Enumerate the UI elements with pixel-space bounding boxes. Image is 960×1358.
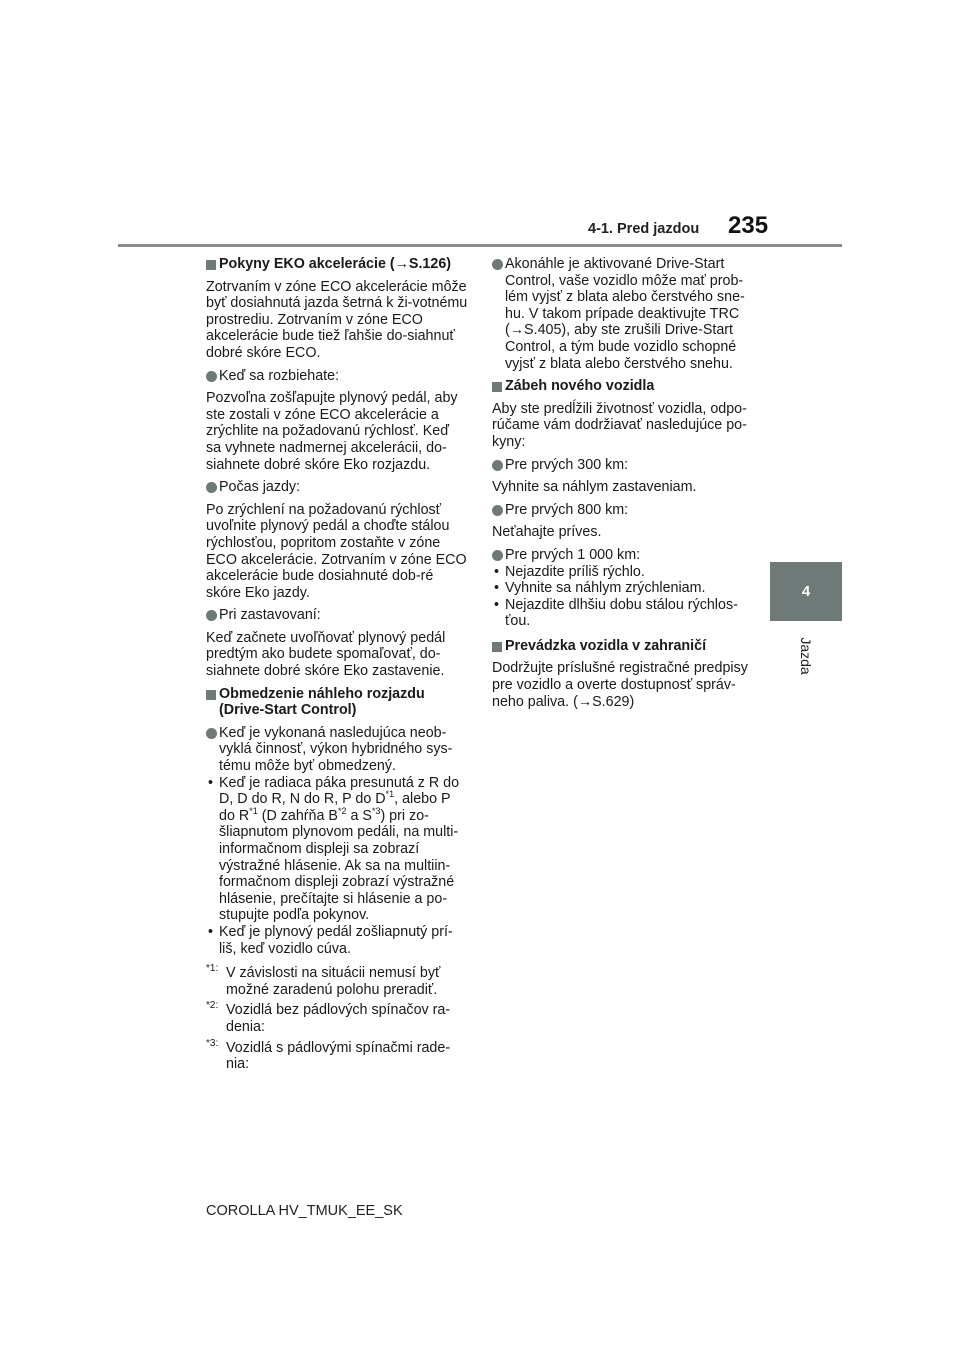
footnote-1 [206, 965, 468, 998]
b1000-bullet [492, 547, 754, 564]
round-bullet-icon [492, 505, 503, 516]
chapter-label-text: Jazda [798, 637, 814, 675]
b300-bullet [492, 457, 754, 474]
b1000-item-text: Vyhnite sa náhlym zrýchleniam. [505, 580, 706, 597]
dsc-item-text: (D zahŕňa B [257, 807, 338, 824]
dsc-item-text: , alebo P do R [219, 791, 451, 824]
footnote-mark: *3: [206, 1037, 219, 1049]
square-bullet-icon [206, 690, 216, 700]
b1000-item [492, 564, 754, 581]
square-bullet-icon [492, 382, 502, 392]
b1000-item [492, 580, 754, 597]
eco-intro: Zotrvaním v zóne ECO akcelerácie môže byť dosiahnutá jazda šetrná k ži-votnému prostrediu. Zotrvaním v zóne ECO akcelerácie bude tiež ľahšie do-siahnuť dobré skóre ECO. [206, 278, 468, 361]
bullet-mark: • [208, 774, 214, 791]
bullet-mark: • [208, 923, 214, 940]
stop-bullet [206, 607, 468, 624]
footnote-mark: *1: [206, 963, 219, 975]
round-bullet-icon [492, 460, 503, 471]
chapter-tab: 4 [770, 562, 842, 621]
dsc-item-text: ) pri zo-šliapnutom plynovom pedáli, na multi-informačnom displeji sa zobrazí výstražné hlásenie. Ak sa na multiin-formačnom displeji zobrazí výstražné hlásenie, prečítajte si hlásenie a po-stupujte podľa pokynov. [219, 807, 459, 924]
round-bullet-icon [492, 259, 503, 270]
footnote-text: Vozidlá bez pádlových spínačov ra-denia: [226, 1002, 451, 1035]
section-title: 4-1. Pred jazdou [588, 221, 700, 237]
breakin-heading-text: Zábeh nového vozidla [505, 378, 655, 395]
square-bullet-icon [492, 642, 502, 652]
footnote-text: Vozidlá s pádlovými spínačmi rade-nia: [226, 1039, 451, 1073]
dsc-item-text: a S [346, 807, 372, 824]
bullet-mark: • [494, 580, 500, 597]
stop-bullet-text: Pri zastavovaní: [219, 607, 321, 624]
dsc-heading [206, 686, 468, 719]
right-column [492, 256, 754, 716]
b1000-bullet-text: Pre prvých 1 000 km: [505, 546, 641, 563]
footnote-ref: *2 [337, 806, 347, 817]
dsc-item-text: Keď je plynový pedál zošliapnutý prí-liš, keď vozidlo cúva. [219, 923, 453, 957]
chapter-label [797, 626, 815, 686]
footnote-ref: *3 [371, 806, 381, 817]
round-bullet-icon [492, 550, 503, 561]
footnote-2 [206, 1002, 468, 1035]
square-bullet-icon [206, 260, 216, 270]
round-bullet-icon [206, 610, 217, 621]
b300-text: Vyhnite sa náhlym zastaveniam. [492, 479, 697, 496]
dsc-heading-text: Obmedzenie náhleho rozjazdu (Drive-Start Control) [219, 685, 425, 719]
breakin-intro: Aby ste predĺžili životnosť vozidla, odpo-rúčame vám dodržiavať nasledujúce po-kyny: [492, 400, 747, 450]
page-number: 235 [728, 212, 769, 239]
b800-text: Neťahajte príves. [492, 524, 602, 541]
left-column [206, 256, 468, 1073]
start-text: Pozvoľna zošľapujte plynový pedál, aby ste zostali v zóne ECO akcelerácie a zrýchlite na požadovanú rýchlosť. Keď sa vyhnete nadmernej akcelerácii, do-siahnete dobré skóre Eko rozjazdu. [206, 390, 458, 473]
stop-text: Keď začnete uvoľňovať plynový pedál predtým ako budete spomaľovať, do-siahnete dobré skóre Eko zastavenie. [206, 629, 446, 680]
round-bullet-icon [206, 482, 217, 493]
dsc-item-reverse [206, 924, 468, 957]
drive-bullet-text: Počas jazdy: [219, 479, 301, 496]
dsc-cont-bullet [492, 256, 754, 372]
dsc-item-text: Keď je radiaca páka presunutá z R do D, D do R, N do R, P do D [219, 774, 460, 808]
breakin-heading [492, 378, 754, 395]
footnote-mark: *2: [206, 1000, 219, 1012]
b800-bullet [492, 502, 754, 519]
round-bullet-icon [206, 371, 217, 382]
drive-text: Po zrýchlení na požadovanú rýchlosť uvoľnite plynový pedál a choďte stálou rýchlosťou, popritom zostaňte v zóne ECO akcelerácie. Zotrvaním v zóne ECO akcelerácie bude dosiahnuté dob-ré skóre Eko jazdy. [206, 501, 467, 601]
b1000-item-text: Nejazdite príliš rýchlo. [505, 563, 645, 580]
footnote-text: V závislosti na situácii nemusí byť možné zaradenú polohu preradiť. [226, 965, 441, 998]
drive-bullet [206, 479, 468, 496]
eco-heading [206, 256, 468, 273]
footnote-ref: *1 [385, 789, 395, 800]
abroad-heading-text: Prevádzka vozidla v zahraničí [505, 637, 707, 654]
round-bullet-icon [206, 728, 217, 739]
start-bullet-text: Keď sa rozbiehate: [219, 367, 340, 384]
header-rule [118, 244, 842, 247]
b1000-item [492, 597, 754, 630]
abroad-heading [492, 638, 754, 655]
dsc-bullet-text: Keď je vykonaná nasledujúca neob-vyklá činnosť, výkon hybridného sys-tému môže byť obmedzený. [219, 724, 453, 775]
b800-bullet-text: Pre prvých 800 km: [505, 501, 629, 518]
footer-model-code: COROLLA HV_TMUK_EE_SK [206, 1203, 403, 1219]
b300-bullet-text: Pre prvých 300 km: [505, 456, 629, 473]
b1000-item-text: Nejazdite dlhšiu dobu stálou rýchlos-ťou. [505, 596, 738, 630]
footnote-ref: *1 [249, 806, 258, 817]
footnote-3 [206, 1037, 468, 1073]
start-bullet [206, 368, 468, 385]
dsc-item-shift [206, 775, 468, 924]
dsc-bullet [206, 725, 468, 775]
bullet-mark: • [494, 563, 500, 580]
bullet-mark: • [494, 596, 500, 613]
eco-heading-text: Pokyny EKO akcelerácie (→S.126) [219, 256, 452, 272]
abroad-text: Dodržujte príslušné registračné predpisy pre vozidlo a overte dostupnosť správ-neho paliva. (→S.629) [492, 660, 748, 710]
dsc-cont-text: Akonáhle je aktivované Drive-Start Control, vaše vozidlo môže mať prob-lém vyjsť z blata alebo čerstvého sne-hu. V takom prípade deaktivujte TRC (→S.405), aby ste zrušili Drive-Start Control, a tým bude vozidlo schopné vyjsť z blata alebo čerstvého snehu. [505, 256, 745, 372]
